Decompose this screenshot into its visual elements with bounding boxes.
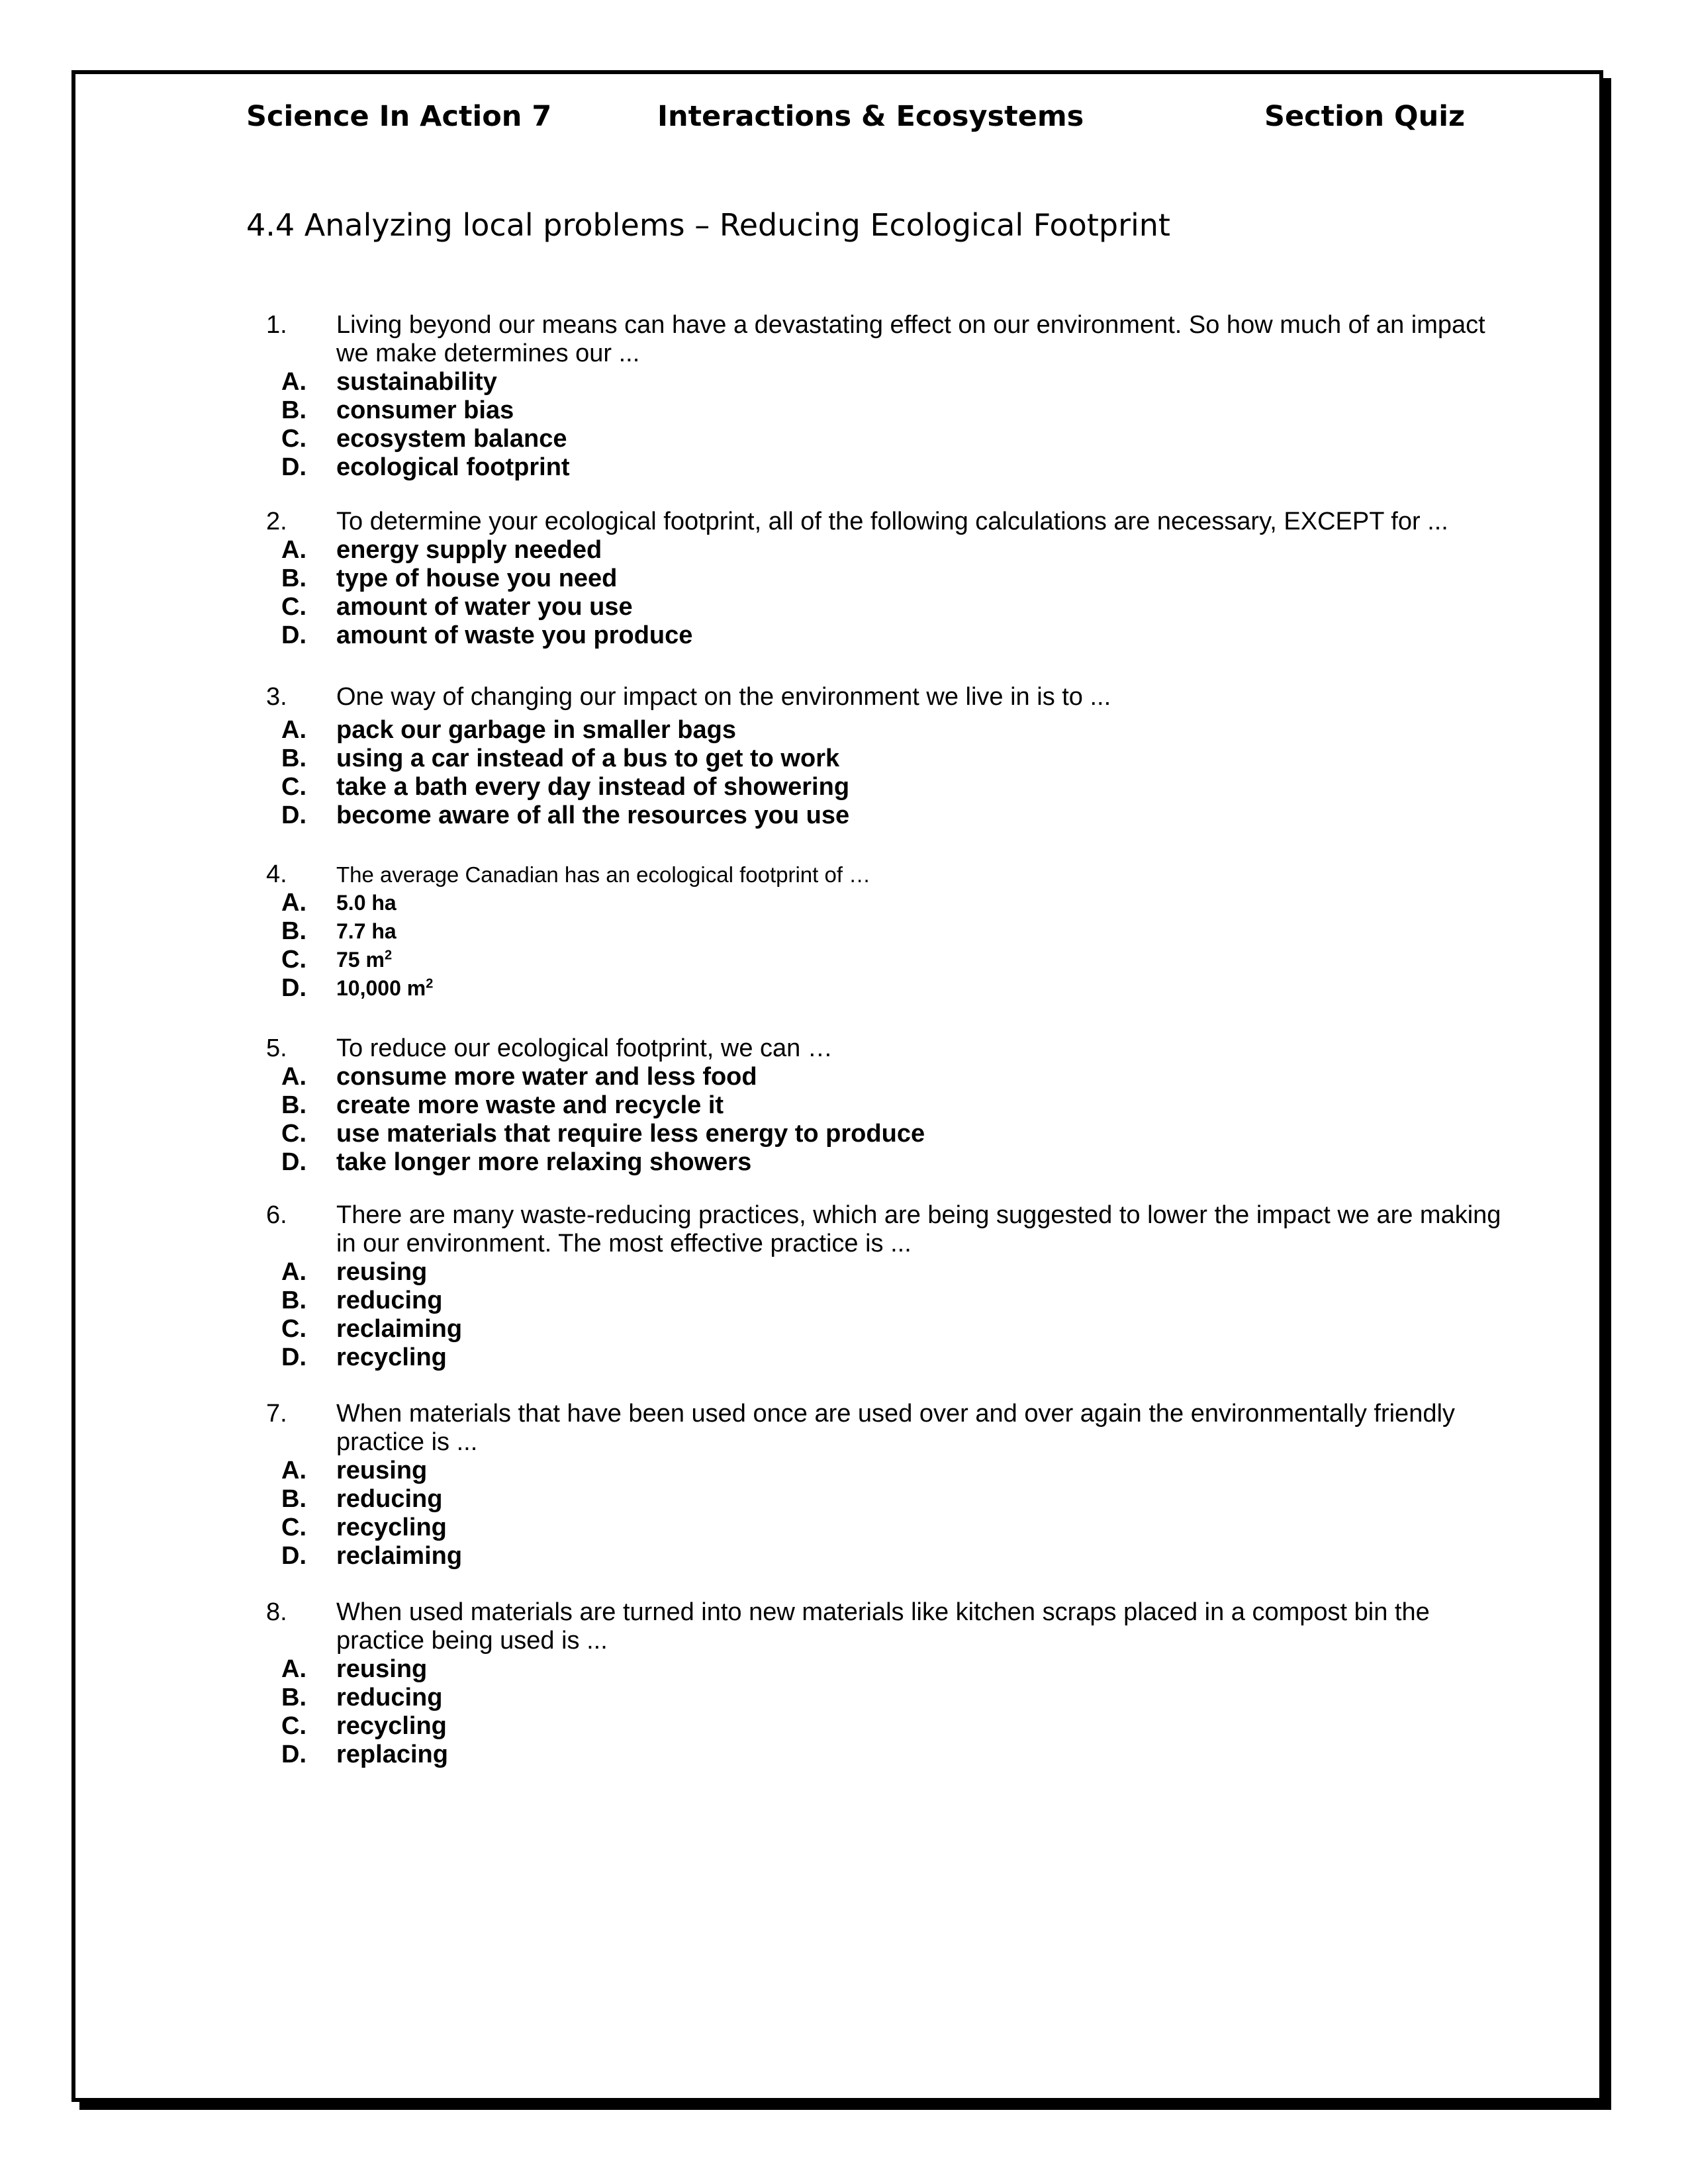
question-text: To reduce our ecological footprint, we can …	[336, 1034, 833, 1062]
answer-option-d	[0, 1542, 1688, 1570]
answer-option-b	[0, 396, 1688, 425]
option-letter: D.	[281, 621, 306, 649]
question-number: 6.	[266, 1201, 287, 1229]
option-text	[336, 1091, 724, 1120]
option-superscript: 2	[426, 976, 434, 991]
option-letter: D.	[281, 1542, 306, 1570]
answer-option-d	[0, 1148, 1688, 1177]
question-line	[0, 1598, 1688, 1627]
option-letter: B.	[281, 1091, 306, 1119]
question-text: When used materials are turned into new materials like kitchen scraps placed in a compost bin the	[336, 1598, 1430, 1626]
answer-option-a	[0, 1063, 1688, 1091]
option-text	[336, 1258, 427, 1287]
answer-option-b	[0, 1091, 1688, 1120]
option-letter: C.	[281, 425, 306, 453]
option-text-main: become aware of all the resources you use	[336, 801, 850, 829]
question-line	[0, 1201, 1688, 1230]
option-text	[336, 801, 849, 830]
option-letter: C.	[281, 773, 306, 801]
question-6	[0, 1201, 1688, 1372]
option-text	[336, 1315, 462, 1343]
option-superscript: 2	[384, 948, 393, 963]
option-text	[336, 745, 839, 773]
option-text-main: using a car instead of a bus to get to work	[336, 745, 840, 772]
answer-option-b	[0, 565, 1688, 593]
answer-option-a	[0, 889, 1688, 917]
question-line	[0, 340, 1688, 368]
option-letter: B.	[281, 1287, 306, 1314]
question-4	[0, 860, 1688, 1003]
answer-option-c	[0, 1120, 1688, 1148]
question-5	[0, 1034, 1688, 1177]
option-letter: C.	[281, 593, 306, 621]
option-text-main: amount of waste you produce	[336, 621, 693, 649]
option-text-main: recycling	[336, 1712, 447, 1740]
option-letter: A.	[281, 1258, 306, 1286]
answer-option-a	[0, 716, 1688, 745]
answer-option-c	[0, 773, 1688, 801]
answer-option-b	[0, 1684, 1688, 1712]
answer-option-b	[0, 917, 1688, 946]
option-text	[336, 1514, 447, 1542]
option-letter: D.	[281, 801, 306, 829]
option-text-main: reclaiming	[336, 1542, 463, 1570]
option-text-main: reusing	[336, 1457, 428, 1484]
question-7	[0, 1400, 1688, 1570]
question-text: Living beyond our means can have a devastating effect on our environment. So how much of an impact	[336, 311, 1485, 339]
option-text-main: consumer bias	[336, 396, 514, 424]
option-text-main: recycling	[336, 1343, 447, 1371]
option-text	[336, 1148, 751, 1177]
answer-option-a	[0, 536, 1688, 565]
option-letter: C.	[281, 946, 306, 974]
answer-option-d	[0, 974, 1688, 1003]
question-line	[0, 1400, 1688, 1428]
question-number: 4.	[266, 860, 287, 888]
question-2	[0, 508, 1688, 650]
option-letter: D.	[281, 1148, 306, 1176]
option-letter: B.	[281, 1485, 306, 1513]
option-letter: B.	[281, 565, 306, 592]
option-text	[336, 974, 433, 1003]
question-8	[0, 1598, 1688, 1769]
option-text	[336, 1485, 442, 1514]
question-line	[0, 860, 1688, 889]
option-letter: D.	[281, 453, 306, 481]
option-letter: A.	[281, 1655, 306, 1683]
answer-option-c	[0, 1315, 1688, 1343]
answer-option-b	[0, 1485, 1688, 1514]
question-3	[0, 683, 1688, 830]
answer-option-b	[0, 1287, 1688, 1315]
option-letter: A.	[281, 368, 306, 396]
option-text-main: 75 m	[336, 948, 385, 972]
answer-option-d	[0, 801, 1688, 830]
question-number: 8.	[266, 1598, 287, 1626]
option-text-main: reclaiming	[336, 1315, 463, 1343]
question-line	[0, 311, 1688, 340]
option-text	[336, 565, 617, 593]
option-text	[336, 1655, 427, 1684]
option-text	[336, 621, 692, 650]
option-letter: A.	[281, 536, 306, 564]
option-letter: C.	[281, 1514, 306, 1541]
option-text	[336, 946, 392, 974]
option-text	[336, 593, 633, 621]
option-text	[336, 1287, 442, 1315]
answer-option-a	[0, 368, 1688, 396]
question-line	[0, 683, 1688, 711]
question-number: 7.	[266, 1400, 287, 1428]
question-line	[0, 1230, 1688, 1258]
option-text-main: reusing	[336, 1258, 428, 1286]
question-text: practice being used is ...	[336, 1627, 608, 1655]
option-text-main: use materials that require less energy to produce	[336, 1120, 925, 1148]
option-text	[336, 396, 514, 425]
question-text: practice is ...	[336, 1428, 478, 1456]
question-text: The average Canadian has an ecological footprint of …	[336, 862, 871, 887]
header-quiz-label: Section Quiz	[1264, 100, 1465, 133]
question-text: One way of changing our impact on the environment we live in is to ...	[336, 683, 1111, 711]
question-text: When materials that have been used once are used over and over again the environmentally friendly	[336, 1400, 1455, 1428]
section-title: 4.4 Analyzing local problems – Reducing Ecological Footprint	[246, 207, 1170, 243]
answer-option-d	[0, 453, 1688, 482]
header-unit-title: Interactions & Ecosystems	[657, 100, 1084, 133]
answer-option-c	[0, 425, 1688, 453]
question-text: we make determines our ...	[336, 340, 640, 367]
question-number: 3.	[266, 683, 287, 711]
option-text-main: reducing	[336, 1485, 443, 1513]
option-letter: A.	[281, 716, 306, 744]
option-letter: A.	[281, 1063, 306, 1091]
option-letter: B.	[281, 396, 306, 424]
option-text-main: reducing	[336, 1684, 443, 1711]
option-text	[336, 889, 397, 917]
question-text: There are many waste-reducing practices, which are being suggested to lower the impact we are making	[336, 1201, 1501, 1229]
question-1	[0, 311, 1688, 482]
option-letter: A.	[281, 1457, 306, 1484]
answer-option-b	[0, 745, 1688, 773]
question-number: 5.	[266, 1034, 287, 1062]
answer-option-a	[0, 1655, 1688, 1684]
option-text-main: replacing	[336, 1741, 448, 1768]
option-text	[336, 1542, 462, 1570]
option-letter: B.	[281, 745, 306, 772]
answer-option-d	[0, 1343, 1688, 1372]
option-text-main: pack our garbage in smaller bags	[336, 716, 736, 744]
option-letter: D.	[281, 1343, 306, 1371]
option-text-main: take longer more relaxing showers	[336, 1148, 752, 1176]
answer-option-a	[0, 1258, 1688, 1287]
option-letter: A.	[281, 889, 306, 917]
option-text-main: amount of water you use	[336, 593, 633, 621]
option-text-main: type of house you need	[336, 565, 618, 592]
option-letter: D.	[281, 974, 306, 1002]
option-text	[336, 1063, 757, 1091]
option-letter: B.	[281, 1684, 306, 1711]
answer-option-c	[0, 593, 1688, 621]
question-line	[0, 1428, 1688, 1457]
option-text	[336, 1684, 442, 1712]
option-text-main: 10,000 m	[336, 976, 426, 1000]
option-text	[336, 716, 736, 745]
option-text	[336, 536, 602, 565]
answer-option-d	[0, 621, 1688, 650]
option-text-main: 7.7 ha	[336, 919, 397, 943]
answer-option-a	[0, 1457, 1688, 1485]
question-number: 1.	[266, 311, 287, 339]
option-text-main: consume more water and less food	[336, 1063, 757, 1091]
question-line	[0, 1627, 1688, 1655]
option-text	[336, 1741, 448, 1769]
option-letter: C.	[281, 1120, 306, 1148]
answer-option-d	[0, 1741, 1688, 1769]
header-course-title: Science In Action 7	[246, 100, 552, 133]
answer-option-c	[0, 1514, 1688, 1542]
question-text: To determine your ecological footprint, all of the following calculations are necessary, EXCEPT for ...	[336, 508, 1448, 535]
option-text	[336, 1120, 925, 1148]
option-text	[336, 425, 567, 453]
option-text-main: reusing	[336, 1655, 428, 1683]
option-letter: C.	[281, 1315, 306, 1343]
answer-option-c	[0, 1712, 1688, 1741]
option-text	[336, 773, 849, 801]
option-text-main: 5.0 ha	[336, 891, 397, 915]
option-text-main: create more waste and recycle it	[336, 1091, 724, 1119]
option-text	[336, 368, 497, 396]
option-text	[336, 1343, 447, 1372]
question-line	[0, 508, 1688, 536]
answer-option-c	[0, 946, 1688, 974]
option-text-main: sustainability	[336, 368, 497, 396]
question-number: 2.	[266, 508, 287, 535]
option-text-main: take a bath every day instead of showering	[336, 773, 850, 801]
option-text-main: reducing	[336, 1287, 443, 1314]
option-text-main: energy supply needed	[336, 536, 602, 564]
option-text-main: ecological footprint	[336, 453, 570, 481]
option-text	[336, 453, 570, 482]
option-letter: D.	[281, 1741, 306, 1768]
question-text: in our environment. The most effective practice is ...	[336, 1230, 912, 1257]
question-line	[0, 1034, 1688, 1063]
option-text	[336, 1457, 427, 1485]
option-text-main: recycling	[336, 1514, 447, 1541]
option-text	[336, 917, 397, 946]
option-text-main: ecosystem balance	[336, 425, 567, 453]
option-letter: C.	[281, 1712, 306, 1740]
option-text	[336, 1712, 447, 1741]
option-letter: B.	[281, 917, 306, 945]
